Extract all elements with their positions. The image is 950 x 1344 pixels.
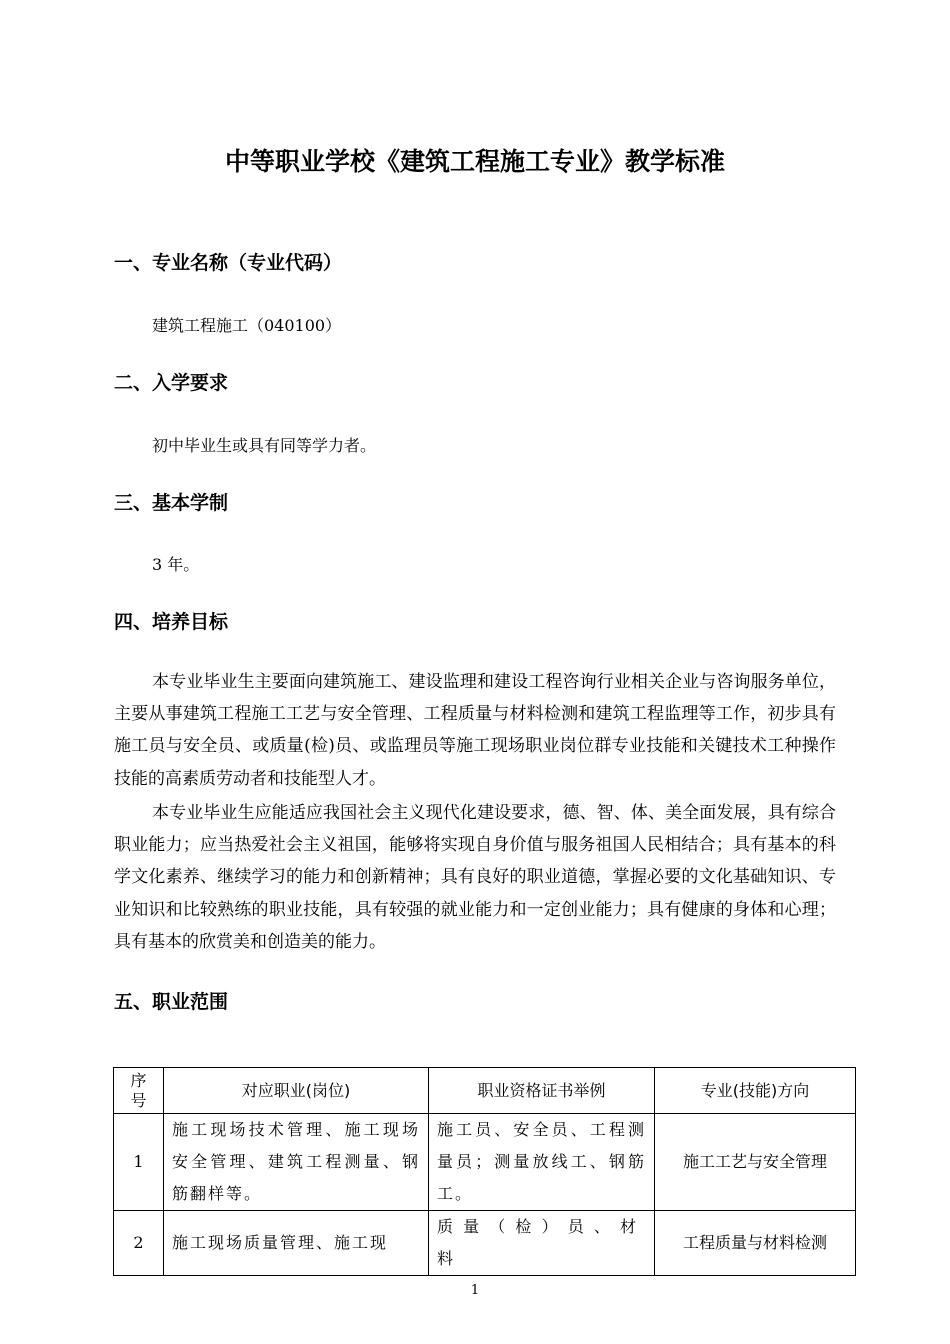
table-row — [114, 1114, 856, 1211]
objectives-paragraph-1: 本专业毕业生主要面向建筑施工、建设监理和建设工程咨询行业相关企业与咨询服务单位，主要从事建筑工程施工工艺与安全管理、工程质量与材料检测和建筑工程监理等工作，初步具有施工员与安全员、或质量(检)员、或监理员等施工现场职业岗位群专业技能和关键技术工种操作技能的高素质劳动者和技能型人才。 — [114, 672, 836, 789]
header-no: 序号 — [114, 1068, 164, 1114]
section-heading-major-name: 一、专业名称（专业代码） — [114, 252, 343, 274]
section-heading-objectives: 四、培养目标 — [114, 611, 229, 633]
duration-value: 3 年。 — [152, 555, 200, 574]
row-direction: 施工工艺与安全管理 — [655, 1114, 856, 1211]
table-header-row — [114, 1068, 856, 1114]
major-name-value: 建筑工程施工（040100） — [152, 316, 342, 335]
section-heading-admission: 二、入学要求 — [114, 372, 229, 394]
objectives-paragraph-2: 本专业毕业生应能适应我国社会主义现代化建设要求，德、智、体、美全面发展，具有综合职业能力；应当热爱社会主义祖国，能够将实现自身价值与服务祖国人民相结合；具有基本的科学文化素养、继续学习的能力和创新精神；具有良好的职业道德，掌握必要的文化基础知识、专业知识和比较熟练的职业技能，具有较强的就业能力和一定创业能力；具有健康的身体和心理；具有基本的欣赏美和创造美的能力。 — [114, 803, 836, 952]
career-scope-table — [113, 1067, 856, 1276]
row-direction: 工程质量与材料检测 — [655, 1211, 856, 1276]
header-occupation: 对应职业(岗位) — [164, 1068, 429, 1114]
row-certificates: 施工员、安全员、工程测量员；测量放线工、钢筋工。 — [429, 1114, 655, 1211]
admission-requirement: 初中毕业生或具有同等学力者。 — [152, 436, 377, 455]
table-row — [114, 1211, 856, 1276]
header-direction: 专业(技能)方向 — [655, 1068, 856, 1114]
page-number: 1 — [470, 1283, 480, 1298]
section-heading-career-scope: 五、职业范围 — [114, 991, 229, 1013]
row-occupation: 施工现场质量管理、施工现 — [164, 1211, 429, 1276]
document-title: 中等职业学校《建筑工程施工专业》教学标准 — [224, 147, 725, 176]
row-no: 1 — [114, 1114, 164, 1211]
section-heading-duration: 三、基本学制 — [114, 492, 229, 514]
header-certificates: 职业资格证书举例 — [429, 1068, 655, 1114]
row-no: 2 — [114, 1211, 164, 1276]
row-certificates: 质量（检）员、材料 — [429, 1211, 655, 1276]
row-occupation: 施工现场技术管理、施工现场安全管理、建筑工程测量、钢筋翻样等。 — [164, 1114, 429, 1211]
